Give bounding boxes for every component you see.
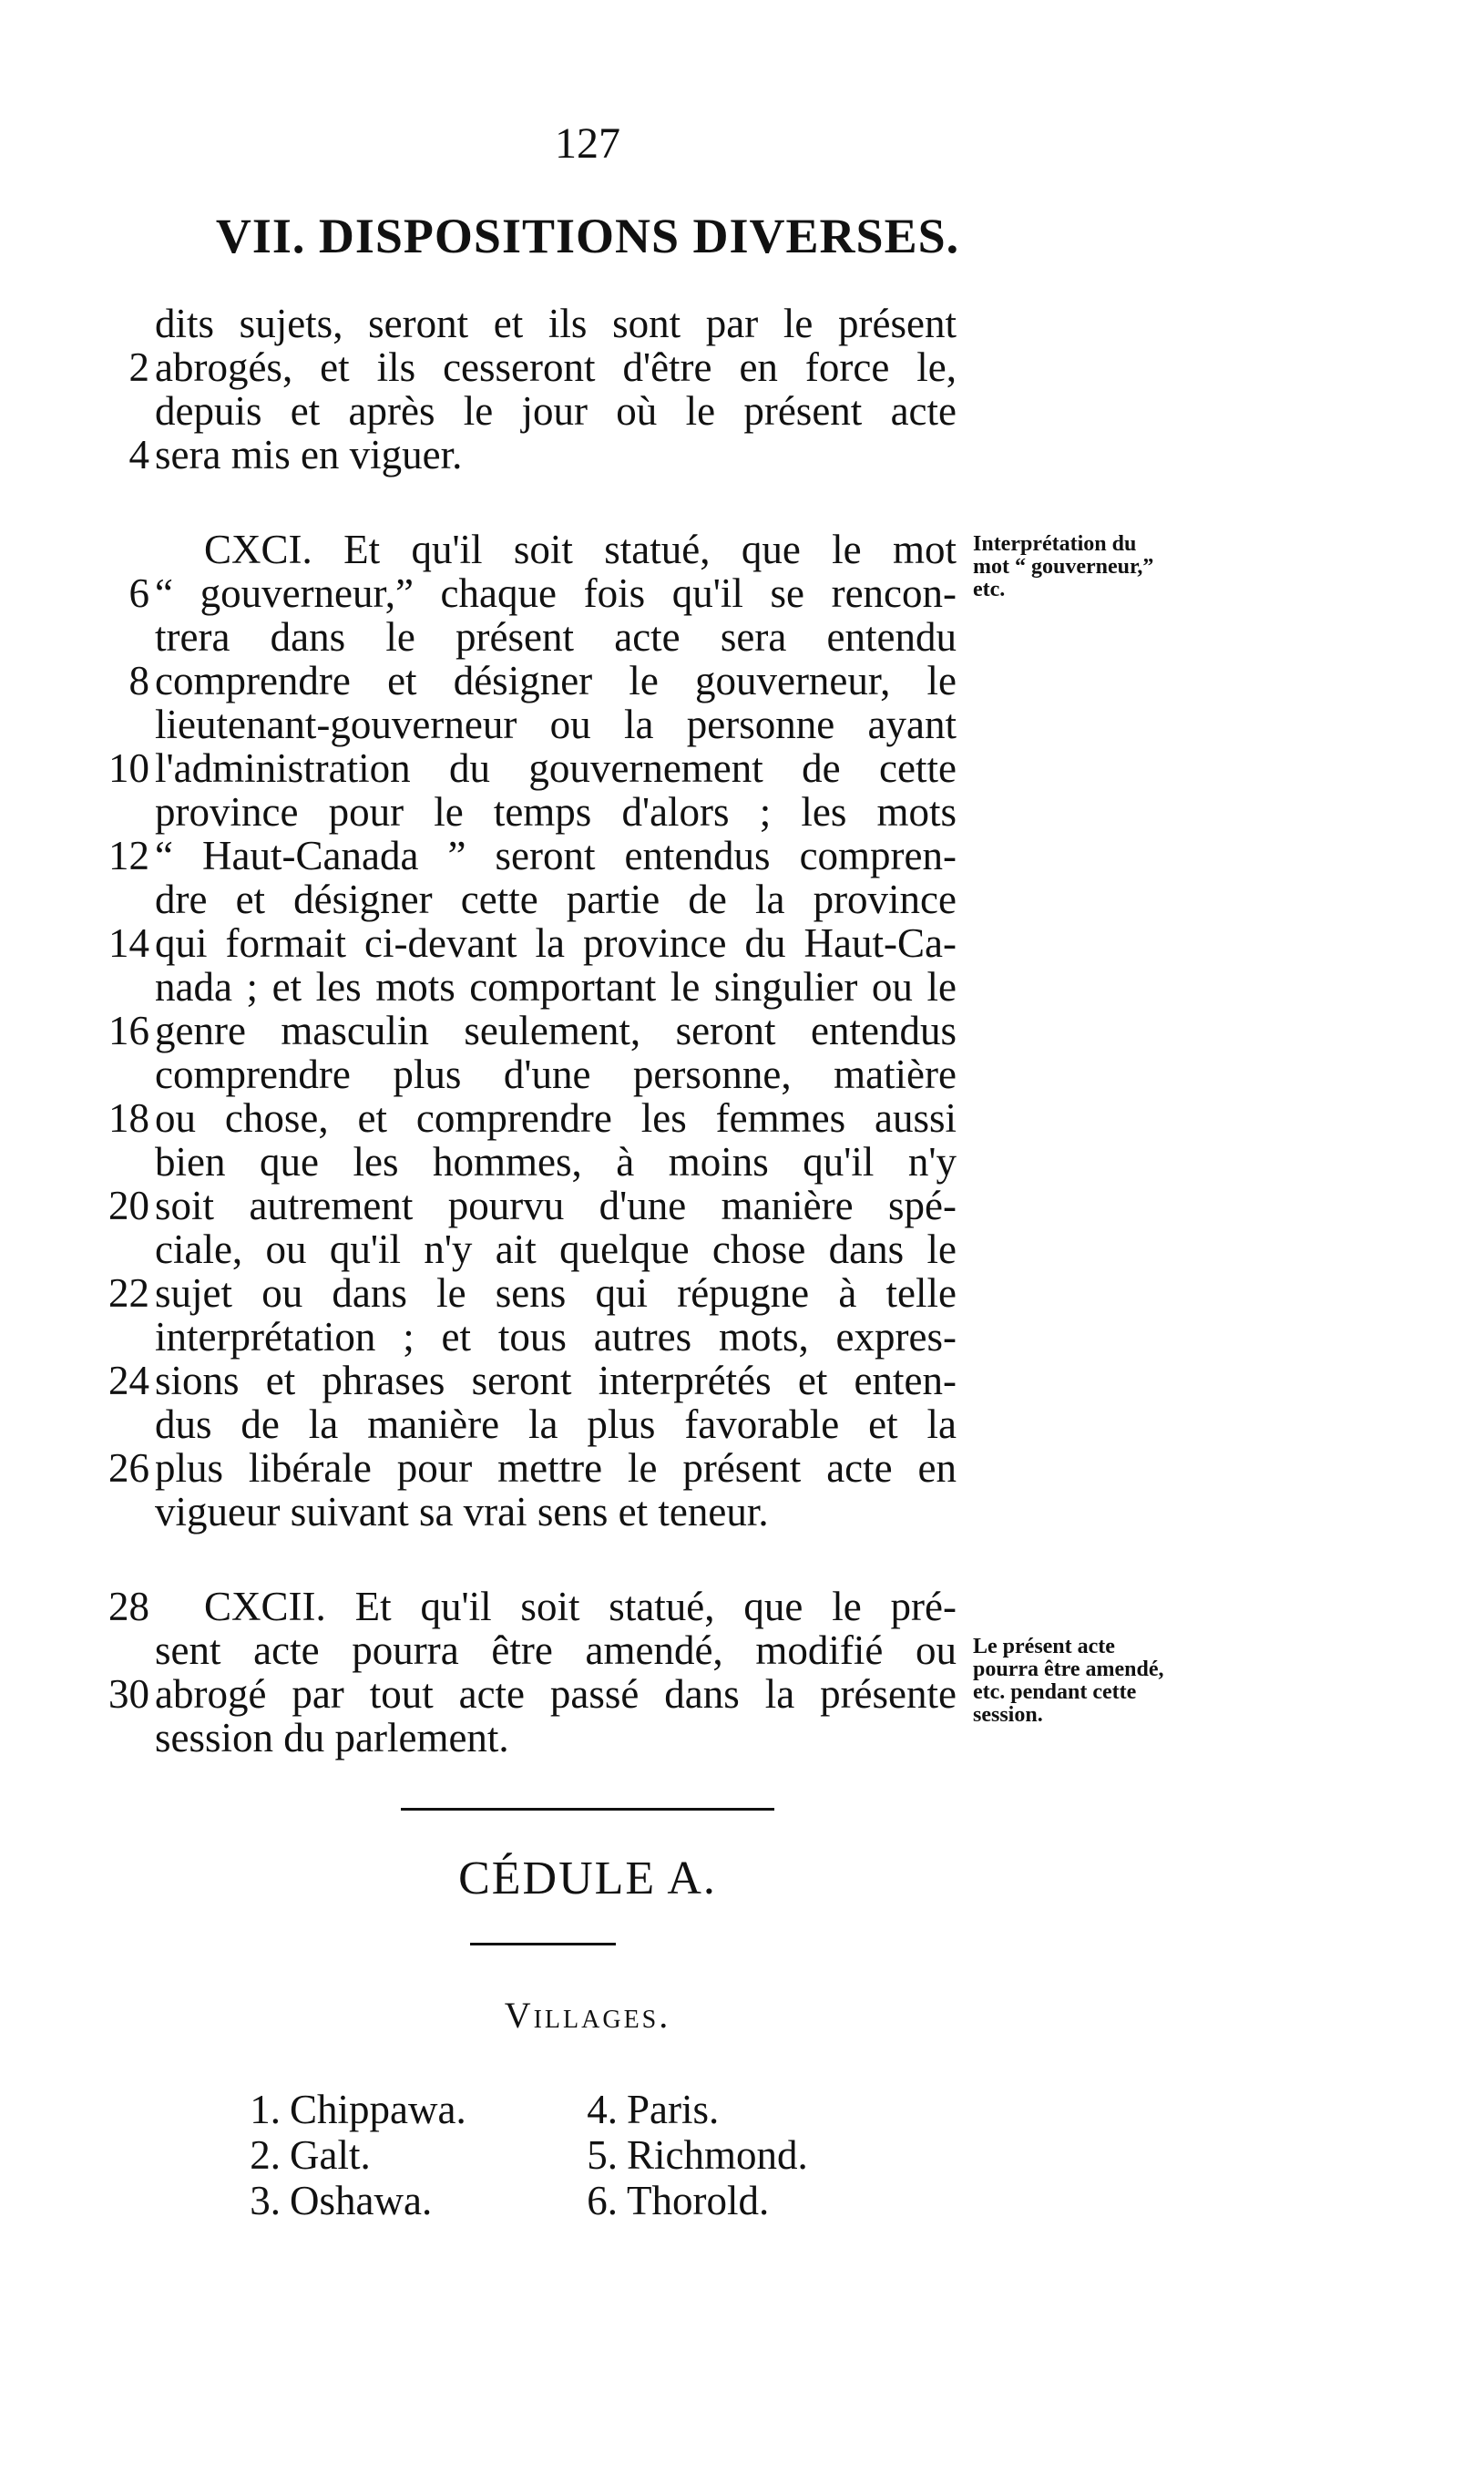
page-number: 127 [555,119,620,168]
text-line: plus libérale pour mettre le présent acte en [155,1445,957,1491]
text-line: sent acte pourra être amendé, modifié ou [155,1627,957,1673]
line-number: 22 [108,1270,149,1316]
line-number: 30 [108,1671,149,1717]
text-line: abrogés, et ils cesseront d'être en force le, [155,344,957,390]
text-line: nada ; et les mots comportant le singulier ou le [155,964,957,1010]
text-line: CXCII. Et qu'il soit statué, que le pré- [204,1584,957,1629]
text-line: soit autrement pourvu d'une manière spé- [155,1183,957,1228]
village-number: 5. [587,2132,618,2178]
schedule-title: CÉDULE A. [458,1853,717,1904]
text-line: sera mis en viguer. [155,432,463,477]
text-line: vigueur suivant sa vrai sens et teneur. [155,1489,769,1535]
text-line: comprendre plus d'une personne, matière [155,1052,957,1097]
text-line: comprendre et désigner le gouverneur, le [155,658,957,703]
text-line: sujet ou dans le sens qui répugne à telle [155,1270,957,1316]
line-number: 10 [108,745,149,791]
text-line: interprétation ; et tous autres mots, expres- [155,1314,957,1360]
villages-heading: Villages. [504,1995,671,2036]
divider-rule [470,1943,616,1945]
text-line: ou chose, et comprendre les femmes aussi [155,1095,957,1141]
line-number: 16 [108,1008,149,1053]
village-item [565,2087,719,2132]
line-number: 24 [108,1358,149,1403]
line-number: 14 [108,920,149,966]
text-line: session du parlement. [155,1715,509,1760]
text-line: ciale, ou qu'il n'y ait quelque chose dans le [155,1227,957,1272]
line-number: 8 [128,658,149,703]
text-line: “ Haut-Canada ” seront entendus compren- [155,833,957,878]
text-line: dus de la manière la plus favorable et la [155,1401,957,1447]
text-line: “ gouverneur,” chaque fois qu'il se rencon- [155,570,957,616]
text-line: qui formait ci-devant la province du Haut-Ca- [155,920,957,966]
line-number: 18 [108,1095,149,1141]
divider-rule [401,1808,774,1811]
village-name: Thorold. [627,2178,770,2223]
margin-note: Interprétation du mot “ gouverneur,” etc. [973,532,1154,601]
village-name: Paris. [627,2087,720,2132]
village-name: Richmond. [627,2132,808,2178]
village-item [565,2132,808,2178]
line-number: 6 [128,570,149,616]
text-line: sions et phrases seront interprétés et enten- [155,1358,957,1403]
village-item [228,2087,466,2132]
village-item [228,2178,432,2223]
village-number: 6. [587,2178,618,2223]
line-number: 28 [108,1584,149,1629]
village-name: Oshawa. [290,2178,433,2223]
text-line: depuis et après le jour où le présent acte [155,388,957,434]
text-line: abrogé par tout acte passé dans la présente [155,1671,957,1717]
line-number: 20 [108,1183,149,1228]
line-number: 26 [108,1445,149,1491]
text-line: bien que les hommes, à moins qu'il n'y [155,1139,957,1185]
text-line: l'administration du gouvernement de cette [155,745,957,791]
text-line: trera dans le présent acte sera entendu [155,614,957,660]
line-number: 4 [128,432,149,477]
text-line: dre et désigner cette partie de la province [155,877,957,922]
line-number: 12 [108,833,149,878]
text-line: dits sujets, seront et ils sont par le présent [155,301,957,346]
village-item [565,2178,769,2223]
village-name: Galt. [290,2132,371,2178]
text-line: lieutenant-gouverneur ou la personne ayant [155,702,957,747]
line-number: 2 [128,344,149,390]
village-name: Chippawa. [290,2087,466,2132]
section-title: VII. DISPOSITIONS DIVERSES. [215,209,960,263]
margin-note: Le présent acte pourra être amendé, etc. pendant cette session. [973,1635,1164,1727]
village-item [228,2132,371,2178]
village-number: 3. [250,2178,281,2223]
village-number: 1. [250,2087,281,2132]
village-number: 4. [587,2087,618,2132]
village-number: 2. [250,2132,281,2178]
text-line: genre masculin seulement, seront entendus [155,1008,957,1053]
text-line: province pour le temps d'alors ; les mots [155,789,957,835]
text-line: CXCI. Et qu'il soit statué, que le mot [204,527,957,572]
